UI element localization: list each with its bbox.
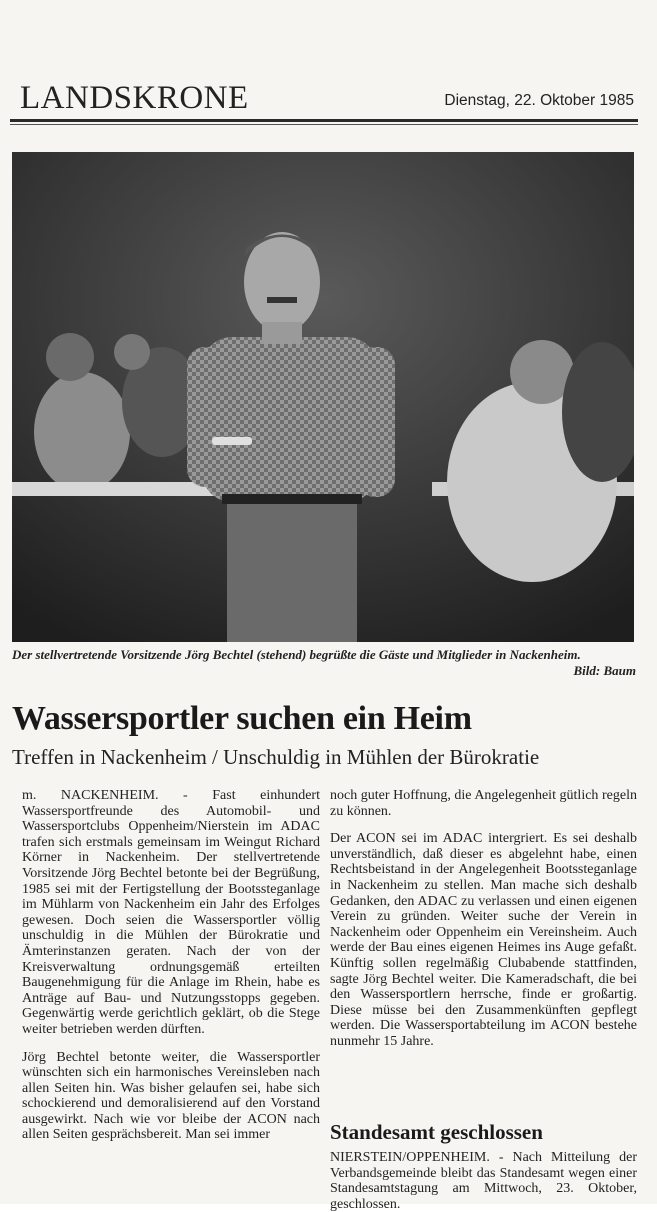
- sidebar-body: NIERSTEIN/OPPENHEIM. - Nach Mitteilung der Verbandsgemeinde bleibt das Standesamt wegen einer Standesamtstagung am Mittwoch, 23. Oktober, geschlossen.: [330, 1150, 637, 1212]
- article-column-left: [22, 788, 320, 1155]
- issue-date: Dienstag, 22. Oktober 1985: [444, 92, 634, 109]
- article-headline: Wassersportler suchen ein Heim: [12, 700, 472, 737]
- article-column-right: [330, 788, 637, 1062]
- paragraph: noch guter Hoffnung, die Angelegenheit gütlich regeln zu können.: [330, 788, 637, 819]
- photo-credit: Bild: Baum: [573, 663, 636, 678]
- caption-text: Der stellvertretende Vorsitzende Jörg Bechtel (stehend) begrüßte die Gäste und Mitglieder in Nackenheim.: [12, 647, 581, 662]
- newspaper-name: LANDSKRONE: [20, 80, 249, 116]
- masthead-rule-thin: [10, 124, 638, 125]
- photo-illustration: [12, 152, 634, 642]
- masthead: [8, 78, 638, 120]
- article-photo: [12, 152, 634, 642]
- masthead-rule: [10, 119, 638, 122]
- paragraph: Der ACON sei im ADAC intergriert. Es sei deshalb unverständlich, daß dieser es abgelehnt habe, einen Rechtsbeistand in der Angelegenheit Bootssteganlage in Nackenheim zu stellen. Man mache sich deshalb Gedanken, den ADAC zu verlassen und einen eigenen Verein zu gründen. Weiter suche der Verein in Nackenheim oder Oppenheim ein Vereinsheim. Auch werde der Bau eines eigenen Heimes ins Auge gefaßt. Künftig sollen regelmäßig Clubabende stattfinden, sagte Jörg Bechtel weiter. Die Kameradschaft, die bei den Wassersportlern herrsche, finde er großartig. Diese müsse bei den Zusammenkünften gepflegt werden. Die Wassersportabteilung im ACON bestehe nunmehr 15 Jahre.: [330, 831, 637, 1049]
- paragraph: m. NACKENHEIM. - Fast einhundert Wassersportfreunde des Automobil- und Wassersportclubs Oppenheim/Nierstein im ADAC trafen sich erstmals gemeinsam im Weingut Richard Körner in Nackenheim. Der stellvertretende Vorsitzende Jörg Bechtel betonte bei der Begrüßung, 1985 sei mit der Fertigstellung der Bootssteganlage im Mühlarm von Nackenheim ein Jahr des Erfolges gewesen. Doch seien die Wassersportler völlig unschuldig in die Mühlen der Bürokratie und Ämterinstanzen geraten. Nach der von der Kreisverwaltung ordnungsgemäß erteilten Baugenehmigung für die Anlage im Rhein, habe es Anträge auf Bau- und Nutzungsstopps gegeben. Gegenwärtig werde gerichtlich geklärt, ob die Stege weiter betrieben werden dürften.: [22, 788, 320, 1037]
- article-subheadline: Treffen in Nackenheim / Unschuldig in Mühlen der Bürokratie: [12, 745, 540, 769]
- paragraph: Jörg Bechtel betonte weiter, die Wassersportler wünschten sich ein harmonisches Vereinsleben nach allen Seiten hin. Was bisher gelaufen sei, habe sich schockierend und demoralisierend auf den Vorstand ausgewirkt. Nach wie vor bleibe der ACON nach allen Seiten gesprächsbereit. Man sei immer: [22, 1049, 320, 1143]
- sidebar-headline: Standesamt geschlossen: [330, 1120, 543, 1144]
- photo-caption: [12, 647, 636, 678]
